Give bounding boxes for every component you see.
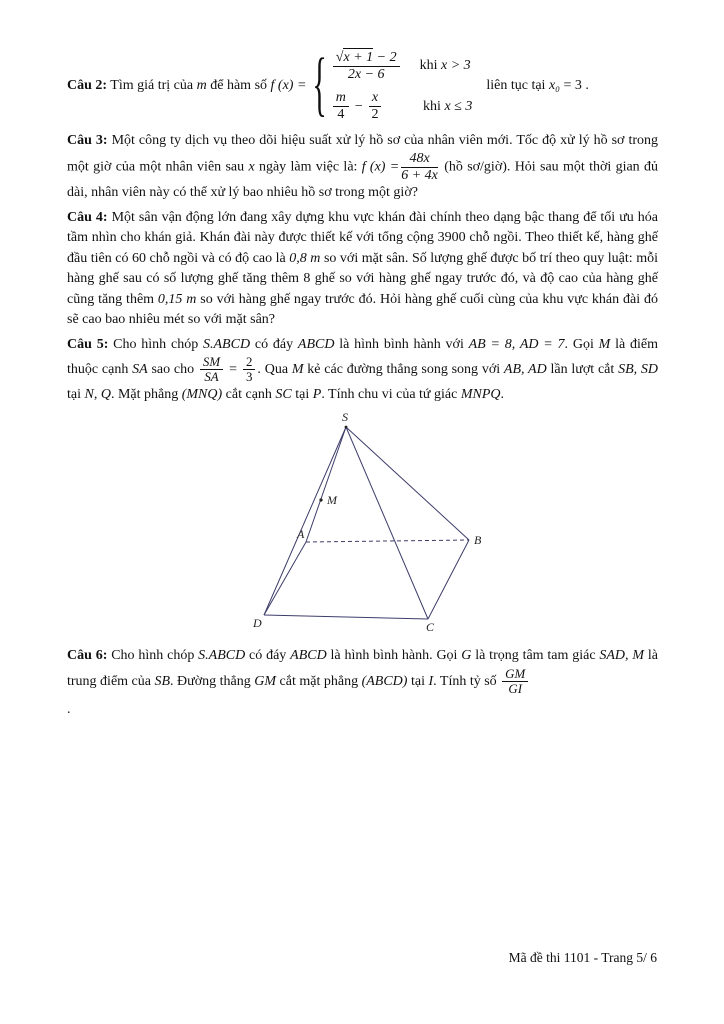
question-2 xyxy=(67,45,658,125)
math-run: − 2 xyxy=(373,50,397,65)
question-2-label: Câu 2: xyxy=(67,78,108,94)
edge-da xyxy=(264,542,306,615)
math-run: M xyxy=(598,336,611,352)
text-run: , xyxy=(625,648,633,664)
fraction-denominator: 2 xyxy=(371,107,379,123)
text-run: tại xyxy=(291,386,313,402)
question-3 xyxy=(67,131,658,204)
math-run: (ABCD) xyxy=(361,673,408,689)
case-condition xyxy=(420,58,471,74)
fraction-numerator: 48x xyxy=(401,151,438,168)
math-run: M xyxy=(291,362,304,378)
sqrt-symbol: √ xyxy=(335,50,344,65)
question-5-label: Câu 5: xyxy=(67,336,109,352)
question-2-intro xyxy=(67,78,306,94)
text-run: là điểm thuộc cạnh xyxy=(67,336,658,378)
edge-bc xyxy=(428,540,469,619)
fraction xyxy=(243,355,255,385)
math-run: N, Q xyxy=(84,386,111,402)
text-run: . Gọi xyxy=(564,336,599,352)
label-c: C xyxy=(426,620,435,634)
pyramid-svg xyxy=(247,411,507,633)
math-run: SB, SD xyxy=(618,362,659,378)
fraction xyxy=(333,50,400,82)
text-run: tại xyxy=(407,673,429,689)
text-run: là hình bình hành. Gọi xyxy=(326,648,462,664)
question-4-label: Câu 4: xyxy=(67,209,108,225)
text-run: cắt cạnh xyxy=(222,386,276,402)
text-run: Cho hình chóp xyxy=(107,648,199,664)
fraction-numerator xyxy=(333,50,400,67)
math-run: ABCD xyxy=(297,336,335,352)
question-6-label: Câu 6: xyxy=(67,648,108,664)
fraction-numerator: x xyxy=(369,90,381,107)
math-run: SC xyxy=(275,386,292,402)
fraction-denominator: 6 + 4x xyxy=(401,167,438,183)
text-run: kẻ các đường thẳng song song với xyxy=(303,362,504,378)
radicand: x + 1 xyxy=(343,50,374,65)
math-run: x₀ xyxy=(548,78,561,94)
math-run: G xyxy=(461,648,472,664)
math-run: 0,8 m xyxy=(289,250,321,266)
text-run: Một sân vận động lớn đang xây dựng khu vực khán đài chính theo dạng bậc thang để tối ưu hóa tầm nhìn cho khán giả. Khán đài này được thiết kế với tổng cộng 3900 chỗ ngồi. Theo thiết kế, hàng ghế đầu tiên có 60 chỗ ngồi và có độ cao là xyxy=(67,209,658,266)
edge-sb xyxy=(346,427,469,540)
question-3-label: Câu 3: xyxy=(67,132,108,148)
point-m-dot xyxy=(319,499,322,502)
question-5 xyxy=(67,335,658,406)
fraction-numerator: SM xyxy=(200,355,223,370)
equals-operator: = xyxy=(229,362,237,378)
pyramid-edges xyxy=(264,427,469,619)
piecewise-cases xyxy=(331,50,473,123)
exam-page-content xyxy=(67,45,659,725)
question-2-tail xyxy=(486,78,589,94)
text-run: so với hàng ghế ngay trước đó. Hỏi hàng ghế cuối cùng của khu vực khán đài đó sẽ cao bao nhiêu mét so với mặt sân? xyxy=(67,291,658,328)
math-run: P xyxy=(312,386,322,402)
math-run: SB xyxy=(154,673,171,689)
math-run: M xyxy=(632,648,645,664)
math-run: x ≤ 3 xyxy=(444,98,473,114)
label-b: B xyxy=(474,533,482,548)
case-condition xyxy=(423,99,472,115)
text-run: so với mặt sân. Số lượng ghế được bố trí theo quy luật: mỗi hàng ghế sau có số lượng ghế tăng thêm 8 ghế so với hàng ghế ngay trước đó, và độ cao của hàng ghế cũng tăng thêm xyxy=(67,250,658,307)
label-d: D xyxy=(253,616,262,631)
edge-ab-hidden xyxy=(306,540,469,542)
page-footer: Mã đề thi 1101 - Trang 5/ 6 xyxy=(508,950,657,965)
text-run: tại xyxy=(67,386,85,402)
math-run: MNPQ xyxy=(460,386,501,402)
math-run: ABCD xyxy=(290,648,327,664)
math-run: f (x) = xyxy=(270,78,307,94)
text-run: lần lượt cắt xyxy=(546,362,619,378)
fraction xyxy=(200,355,223,385)
minus-operator: − xyxy=(354,98,363,114)
question-6 xyxy=(67,646,658,696)
text-run: là trung điểm của xyxy=(67,648,658,689)
math-run: GM xyxy=(254,673,277,689)
text-run: = 3 . xyxy=(560,78,589,94)
edge-sa xyxy=(306,427,346,542)
text-run: là trọng tâm tam giác xyxy=(471,648,600,664)
piecewise-case-2 xyxy=(331,90,473,122)
text-run: (hồ sơ/giờ). Hỏi sau một thời gian đủ dài, nhân viên này có thể xử lý bao nhiêu hồ sơ trong một giờ? xyxy=(67,159,658,201)
fraction-denominator: 3 xyxy=(245,370,253,385)
math-run: AB = 8, AD = 7 xyxy=(468,336,565,352)
math-run: S.ABCD xyxy=(203,336,251,352)
math-run: x > 3 xyxy=(441,58,471,74)
fraction-numerator: m xyxy=(333,90,349,107)
fraction-denominator: 4 xyxy=(337,107,345,123)
math-run: x xyxy=(248,159,255,175)
math-run: S.ABCD xyxy=(198,648,246,664)
text-run: liên tục tại xyxy=(486,78,549,94)
question-4 xyxy=(67,208,658,331)
text-run: sao cho xyxy=(147,362,198,378)
label-m: M xyxy=(327,493,337,508)
math-run: f (x) = xyxy=(361,159,400,175)
text-run: Tìm giá trị của xyxy=(107,78,197,94)
math-run: SAD xyxy=(599,648,626,664)
text-run: . Tính tỷ số xyxy=(433,673,501,689)
math-run: 0,15 m xyxy=(157,291,197,307)
math-run: m xyxy=(196,78,207,94)
text-run: khi xyxy=(419,58,441,74)
label-s: S xyxy=(342,411,348,425)
edge-sc xyxy=(346,427,428,619)
edge-sd xyxy=(264,427,346,615)
text-run: . Tính chu vi của tứ giác xyxy=(321,386,461,402)
edge-dc xyxy=(264,615,428,619)
pyramid-labels xyxy=(252,411,482,633)
text-run: để hàm số xyxy=(206,78,271,94)
fraction-numerator: 2 xyxy=(243,355,255,370)
text-run: là hình bình hành với xyxy=(334,336,469,352)
text-run: . Qua xyxy=(257,362,292,378)
pyramid-figure xyxy=(247,411,658,638)
fraction xyxy=(369,90,381,122)
piecewise-brace: { xyxy=(312,45,327,125)
fraction-numerator: GM xyxy=(502,667,528,682)
text-run: . Mặt phẳng xyxy=(110,386,182,402)
text-run: có đáy xyxy=(250,336,298,352)
math-run: AB, AD xyxy=(503,362,547,378)
text-run: . xyxy=(500,386,504,402)
fraction-denominator: 2x − 6 xyxy=(347,66,385,82)
text-run: khi xyxy=(423,98,445,114)
text-run: có đáy xyxy=(245,648,291,664)
math-run: (MNQ) xyxy=(181,386,223,402)
label-a: A xyxy=(297,527,305,542)
math-run: I xyxy=(428,673,434,689)
fraction xyxy=(502,667,528,697)
point-s-dot xyxy=(345,426,348,429)
text-run: . Đường thẳng xyxy=(170,673,255,689)
fraction-denominator: GI xyxy=(508,682,522,697)
math-run: SA xyxy=(132,362,148,378)
fraction xyxy=(401,151,438,183)
piecewise-case-1 xyxy=(331,50,473,82)
text-run: cắt mặt phẳng xyxy=(276,673,362,689)
text-run: Cho hình chóp xyxy=(108,336,203,352)
fraction xyxy=(333,90,349,122)
text-run: Một công ty dịch vụ theo dõi hiệu suất xử lý hồ sơ của nhân viên mới. Tốc độ xử lý hồ sơ trong một giờ của một nhân viên sau xyxy=(67,132,658,175)
fraction-denominator: SA xyxy=(204,370,219,385)
text-run: ngày làm việc là: xyxy=(254,159,362,175)
question-6-period: . xyxy=(67,702,71,718)
